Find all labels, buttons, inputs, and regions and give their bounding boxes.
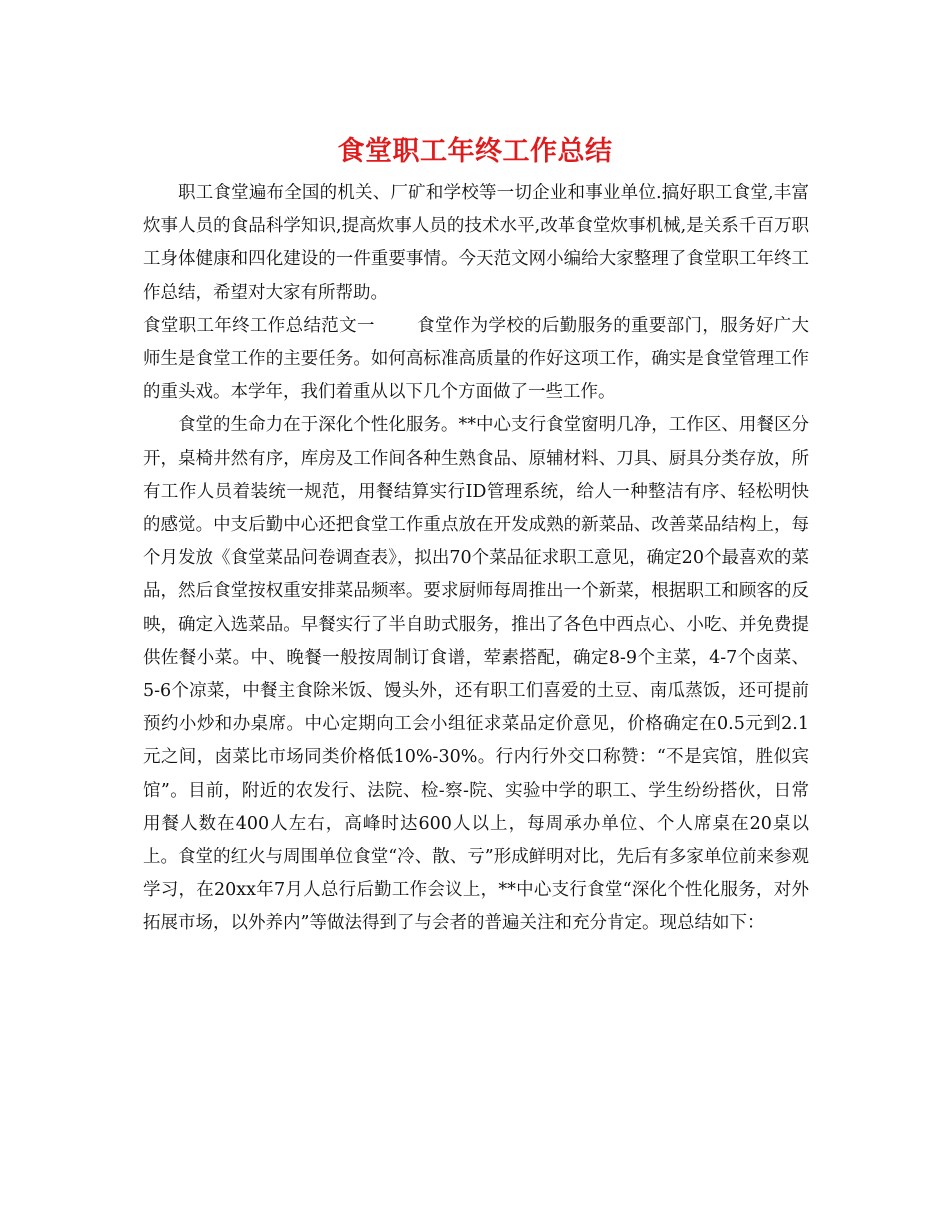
section-text: 食堂作为学校的后勤服务的重要部门，服务好广大师生是食堂工作的主要任务。如何高标准高质量的作好这项工作，确实是食堂管理工作的重头戏。本学年，我们着重从以下几个方面做了一些工作。	[143, 315, 810, 403]
section-heading: 食堂职工年终工作总结范文一	[143, 315, 375, 336]
main-paragraph: 食堂的生命力在于深化个性化服务。**中心支行食堂窗明几净，工作区、用餐区分开，桌椅井然有序，库房及工作间各种生熟食品、原辅材料、刀具、厨具分类存放，所有工作人员着装统一规范，用餐结算实行ID管理系统，给人一种整洁有序、轻松明快的感觉。中支后勤中心还把食堂工作重点放在开发成熟的新菜品、改善菜品结构上，每个月发放《食堂菜品问卷调查表》，拟出70个菜品征求职工意见，确定20个最喜欢的菜品，然后食堂按权重安排菜品频率。要求厨师每周推出一个新菜，根据职工和顾客的反映，确定入选菜品。早餐实行了半自助式服务，推出了各色中西点心、小吃、并免费提供佐餐小菜。中、晚餐一般按周制订食谱，荤素搭配，确定8-9个主菜，4-7个卤菜、5-6个凉菜，中餐主食除米饭、馒头外，还有职工们喜爱的土豆、南瓜蒸饭，还可提前预约小炒和办桌席。中心定期向工会小组征求菜品定价意见，价格确定在0.5元到2.1元之间，卤菜比市场同类价格低10%-30%。行内行外交口称赞：“不是宾馆，胜似宾馆”。目前，附近的农发行、法院、检-察-院、实验中学的职工、学生纷纷搭伙，日常用餐人数在400人左右，高峰时达600人以上，每周承办单位、个人席桌在20桌以上。食堂的红火与周围单位食堂“冷、散、亏”形成鲜明对比，先后有多家单位前来参观学习，在20xx年7月人总行后勤工作会议上，**中心支行食堂“深化个性化服务，对外拓展市场，以外养内”等做法得到了与会者的普遍关注和充分肯定。现总结如下：	[143, 415, 809, 934]
document-body	[143, 177, 809, 941]
document-title: 食堂职工年终工作总结	[337, 136, 613, 167]
section-paragraph	[143, 310, 809, 410]
intro-paragraph: 职工食堂遍布全国的机关、厂矿和学校等一切企业和事业单位.搞好职工食堂,丰富炊事人员的食品科学知识,提高炊事人员的技术水平,改革食堂炊事机械,是关系千百万职工身体健康和四化建设的一件重要事情。今天范文网小编给大家整理了食堂职工年终工作总结，希望对大家有所帮助。	[143, 183, 809, 303]
